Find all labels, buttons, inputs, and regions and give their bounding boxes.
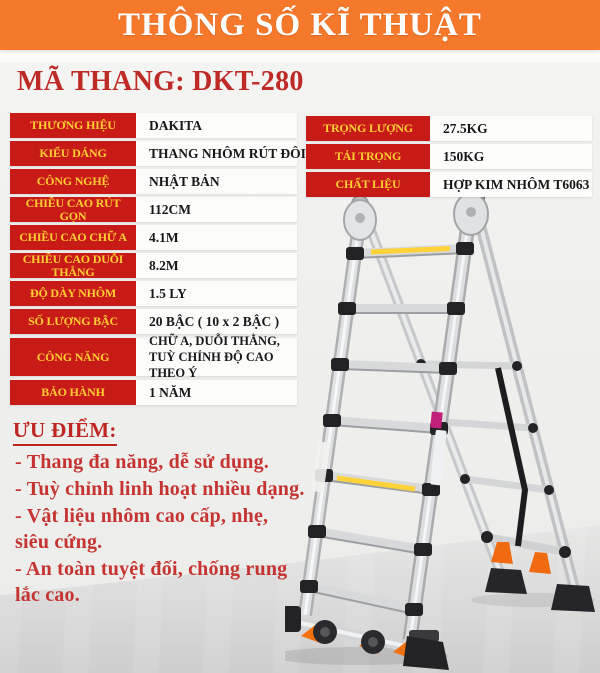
advantage-line: - Vật liệu nhôm cao cấp, nhẹ, xyxy=(15,505,269,527)
spec-value: 150KG xyxy=(443,148,485,164)
advantage-line: - Thang đa năng, dễ sử dụng. xyxy=(15,451,270,473)
spec-label: CÔNG NGHỆ xyxy=(10,169,136,194)
spec-label: CHIỀU CAO CHỮ A xyxy=(10,225,136,250)
header-banner xyxy=(0,0,600,50)
spec-value: 1 NĂM xyxy=(149,384,192,400)
spec-label: CÔNG NĂNG xyxy=(10,338,136,376)
spec-row-brand xyxy=(10,113,297,138)
advantage-line: lắc cao. xyxy=(15,584,80,606)
spec-value: 1.5 LY xyxy=(149,285,187,301)
spec-label: KIỂU DÁNG xyxy=(10,141,136,166)
spec-row-material xyxy=(306,172,592,197)
spec-row-aluminium-thickness xyxy=(10,281,297,306)
spec-row-a-frame-height xyxy=(10,225,297,250)
spec-row-functions xyxy=(10,333,297,381)
spec-label: CHIỀU CAO DUỖI THẲNG xyxy=(10,253,136,278)
spec-row-load-capacity xyxy=(306,144,592,169)
spec-label: THƯƠNG HIỆU xyxy=(10,113,136,138)
advantage-line: - Tuỳ chỉnh linh hoạt nhiều dạng. xyxy=(15,478,305,500)
advantage-line: siêu cứng. xyxy=(15,531,103,553)
ladder-photo xyxy=(285,190,600,673)
ladder-illustration xyxy=(285,190,600,673)
spec-value: 20 BẬC ( 10 x 2 BẬC ) xyxy=(149,313,280,329)
spec-row-collapsed-height xyxy=(10,197,297,222)
spec-label: SỐ LƯỢNG BẬC xyxy=(10,309,136,334)
spec-label: CHIỀU CAO RÚT GỌN xyxy=(10,197,136,222)
spec-value: HỢP KIM NHÔM T6063 xyxy=(443,176,590,192)
spec-value: 27.5KG xyxy=(443,120,488,136)
spec-row-extended-height xyxy=(10,253,297,278)
header-divider xyxy=(0,50,600,62)
spec-label: CHẤT LIỆU xyxy=(306,172,430,197)
spec-value: NHẬT BẢN xyxy=(149,173,220,189)
spec-value: CHỮ A, DUỖI THẲNG, TUỲ CHỈNH ĐỘ CAO THEO Ý xyxy=(149,333,280,381)
advantage-line: - An toàn tuyệt đối, chống rung xyxy=(15,558,288,580)
spec-row-warranty xyxy=(10,380,297,405)
spec-value: DAKITA xyxy=(149,117,203,133)
spec-label: TRỌNG LƯỢNG xyxy=(306,116,430,141)
spec-row-step-count xyxy=(10,309,297,334)
spec-row-style xyxy=(10,141,306,166)
spec-value: 8.2M xyxy=(149,257,179,273)
spec-row-weight xyxy=(306,116,592,141)
product-code: MÃ THANG: DKT-280 xyxy=(17,66,304,97)
spec-value: 112CM xyxy=(149,201,191,217)
spec-row-technology xyxy=(10,169,297,194)
advantages-heading: ƯU ĐIỂM: xyxy=(13,418,117,446)
spec-value: THANG NHÔM RÚT ĐÔI xyxy=(149,145,306,161)
spec-value: 4.1M xyxy=(149,229,179,245)
spec-label: TẢI TRỌNG xyxy=(306,144,430,169)
page-title: THÔNG SỐ KĨ THUẬT xyxy=(118,6,482,43)
spec-label: BẢO HÀNH xyxy=(10,380,136,405)
spec-label: ĐỘ DÀY NHÔM xyxy=(10,281,136,306)
